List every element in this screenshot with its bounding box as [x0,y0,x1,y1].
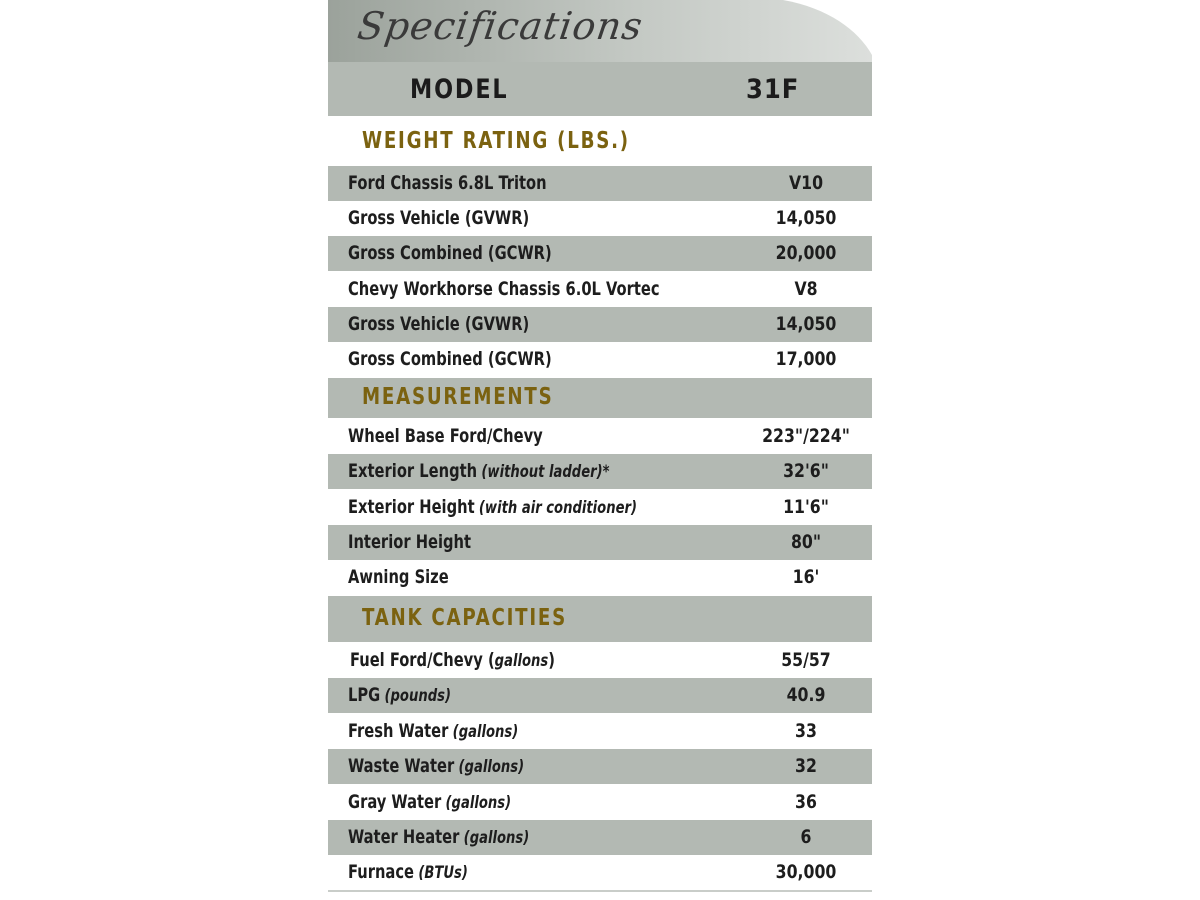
table-row [328,454,872,489]
section-heading: WEIGHT RATING (LBS.) [362,128,630,154]
row-value: 6 [800,826,812,848]
table-row [328,820,872,855]
table-row [328,166,872,201]
table-row [328,855,872,890]
table-row [328,560,872,595]
table-row [328,419,872,454]
row-value: 17,000 [775,348,837,370]
table-row [328,490,872,525]
table-row [328,785,872,820]
row-label: Awning Size [348,566,449,588]
row-label: Chevy Workhorse Chassis 6.0L Vortec [348,278,660,300]
row-label: LPG (pounds) [348,684,451,706]
row-value: 40.9 [786,684,826,706]
section-measurements [328,378,872,418]
row-label: Ford Chassis 6.8L Triton [348,172,547,194]
row-label: Gray Water (gallons) [348,791,512,813]
row-value: 14,050 [775,313,837,335]
row-label: Gross Combined (GCWR) [348,348,552,370]
row-value: 30,000 [775,861,837,883]
bottom-divider [328,890,872,892]
section-weight-rating [328,116,872,164]
row-value: 36 [795,791,817,813]
row-value: 16' [792,566,820,588]
row-label: Wheel Base Ford/Chevy [348,425,543,447]
row-label: Gross Vehicle (GVWR) [348,207,530,229]
row-value: 32 [795,755,817,777]
row-value: 32'6" [783,460,829,482]
row-label: Waste Water (gallons) [348,755,525,777]
row-value: V10 [788,172,824,194]
table-row [328,342,872,377]
row-value: 223"/224" [762,425,850,447]
table-row [328,525,872,560]
row-label: Fuel Ford/Chevy (gallons) [350,649,555,671]
row-value: 20,000 [775,242,837,264]
row-label: Furnace (BTUs) [348,861,468,883]
row-value: V8 [794,278,818,300]
row-label: Fresh Water (gallons) [348,720,519,742]
table-row [328,678,872,713]
row-value: 55/57 [781,649,831,671]
table-row [328,201,872,236]
row-label: Gross Vehicle (GVWR) [348,313,530,335]
specifications-sheet [328,0,872,892]
section-heading: MEASUREMENTS [362,384,554,410]
row-label: Water Heater (gallons) [348,826,530,848]
model-label: MODEL [410,74,509,105]
row-value: 11'6" [783,496,829,518]
model-header-row [328,62,872,116]
model-value: 31F [746,74,800,105]
title-banner [328,0,872,62]
table-row [328,749,872,784]
row-label: Exterior Height (with air conditioner) [348,496,638,518]
table-row [328,714,872,749]
table-row [328,643,872,678]
row-value: 14,050 [775,207,837,229]
row-value: 33 [795,720,817,742]
table-row [328,272,872,307]
row-label: Gross Combined (GCWR) [348,242,552,264]
page-title: Specifications [354,4,646,48]
table-row [328,307,872,342]
row-value: 80" [790,531,822,553]
row-label: Interior Height [348,531,472,553]
row-label: Exterior Length (without ladder)* [348,460,610,482]
table-row [328,236,872,271]
section-tank-capacities [328,596,872,642]
section-heading: TANK CAPACITIES [362,605,567,631]
